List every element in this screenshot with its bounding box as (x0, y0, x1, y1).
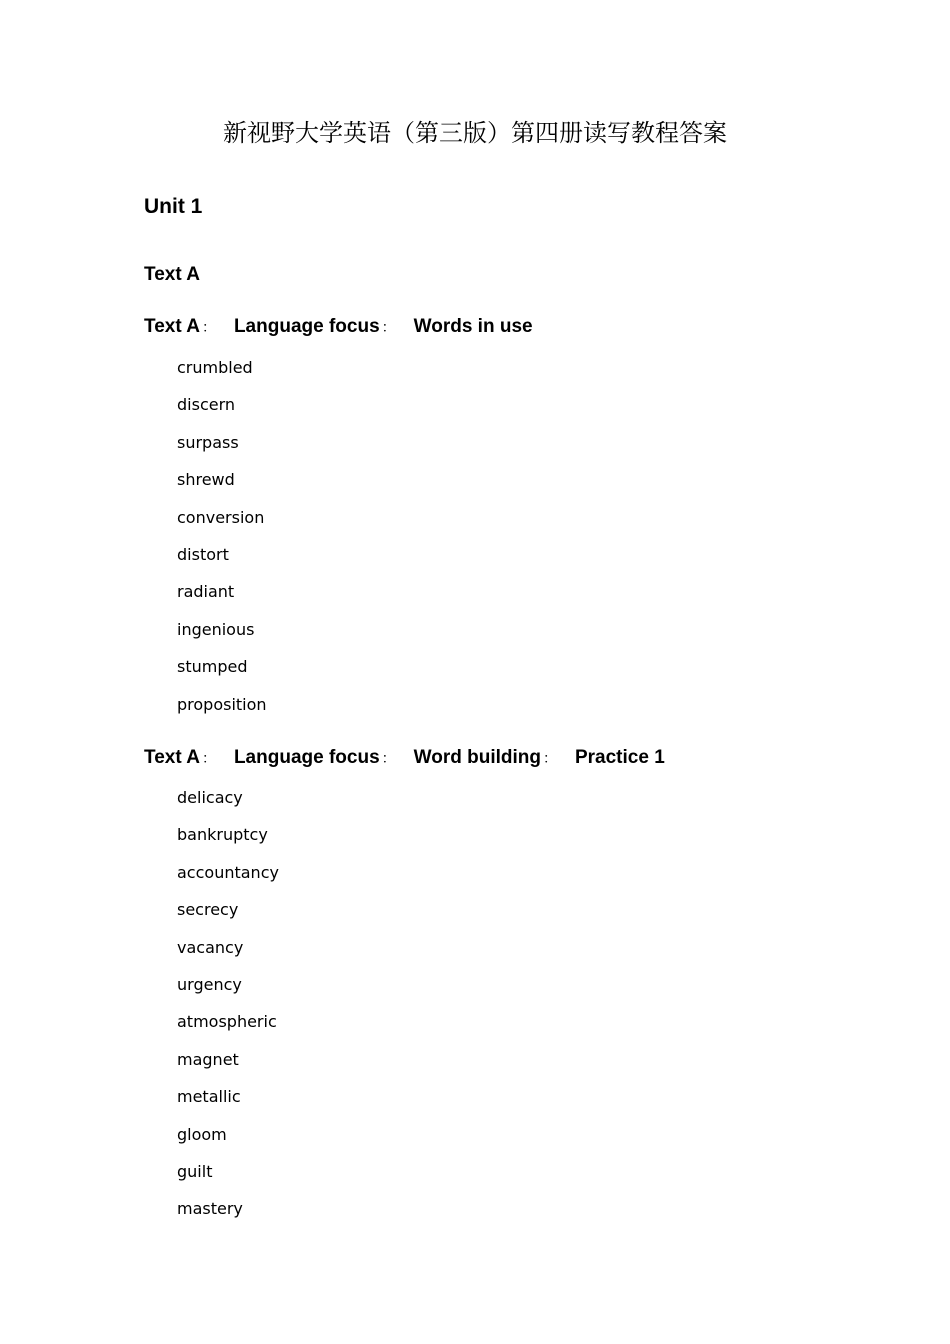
answer-item: shrewd (177, 470, 235, 490)
answer-item: secrecy (177, 900, 239, 920)
heading-part: Practice 1 (574, 747, 665, 768)
answer-item: vacancy (177, 937, 244, 957)
heading-separator: ： (201, 319, 216, 335)
heading-separator: ： (201, 750, 216, 766)
section-heading-words-in-use (144, 314, 533, 340)
answer-item: gloom (177, 1124, 227, 1144)
unit-heading: Unit 1 (144, 195, 203, 218)
answer-item: stumped (177, 657, 248, 677)
heading-part: Text A (144, 747, 200, 768)
answer-item: distort (177, 544, 229, 564)
answer-item: urgency (177, 974, 242, 994)
heading-separator: ： (381, 750, 396, 766)
heading-separator: ： (381, 319, 396, 335)
answer-item: bankruptcy (177, 825, 268, 845)
answer-item: metallic (177, 1087, 241, 1107)
heading-part: Word building (413, 747, 541, 768)
answer-item: radiant (177, 582, 235, 602)
answer-item: surpass (177, 432, 239, 452)
heading-part: Language focus (233, 316, 380, 337)
heading-part: Language focus (233, 747, 380, 768)
answer-list-word-building (177, 786, 279, 1235)
heading-part: Words in use (413, 316, 533, 337)
answer-list-words-in-use (177, 356, 267, 730)
answer-item: proposition (177, 694, 267, 714)
answer-item: ingenious (177, 619, 255, 639)
answer-item: atmospheric (177, 1012, 277, 1032)
answer-item: conversion (177, 507, 265, 527)
answer-item: accountancy (177, 862, 279, 882)
heading-part: Text A (144, 316, 200, 337)
answer-item: mastery (177, 1199, 243, 1219)
answer-item: delicacy (177, 788, 243, 807)
answer-item: guilt (177, 1161, 213, 1181)
section-heading-word-building (144, 745, 665, 771)
text-a-heading: Text A (144, 264, 200, 285)
document-title: 新视野大学英语（第三版）第四册读写教程答案 (223, 119, 727, 147)
heading-separator: ： (542, 750, 557, 766)
answer-item: discern (177, 395, 236, 415)
answer-item: magnet (177, 1049, 239, 1069)
answer-item: crumbled (177, 358, 253, 377)
